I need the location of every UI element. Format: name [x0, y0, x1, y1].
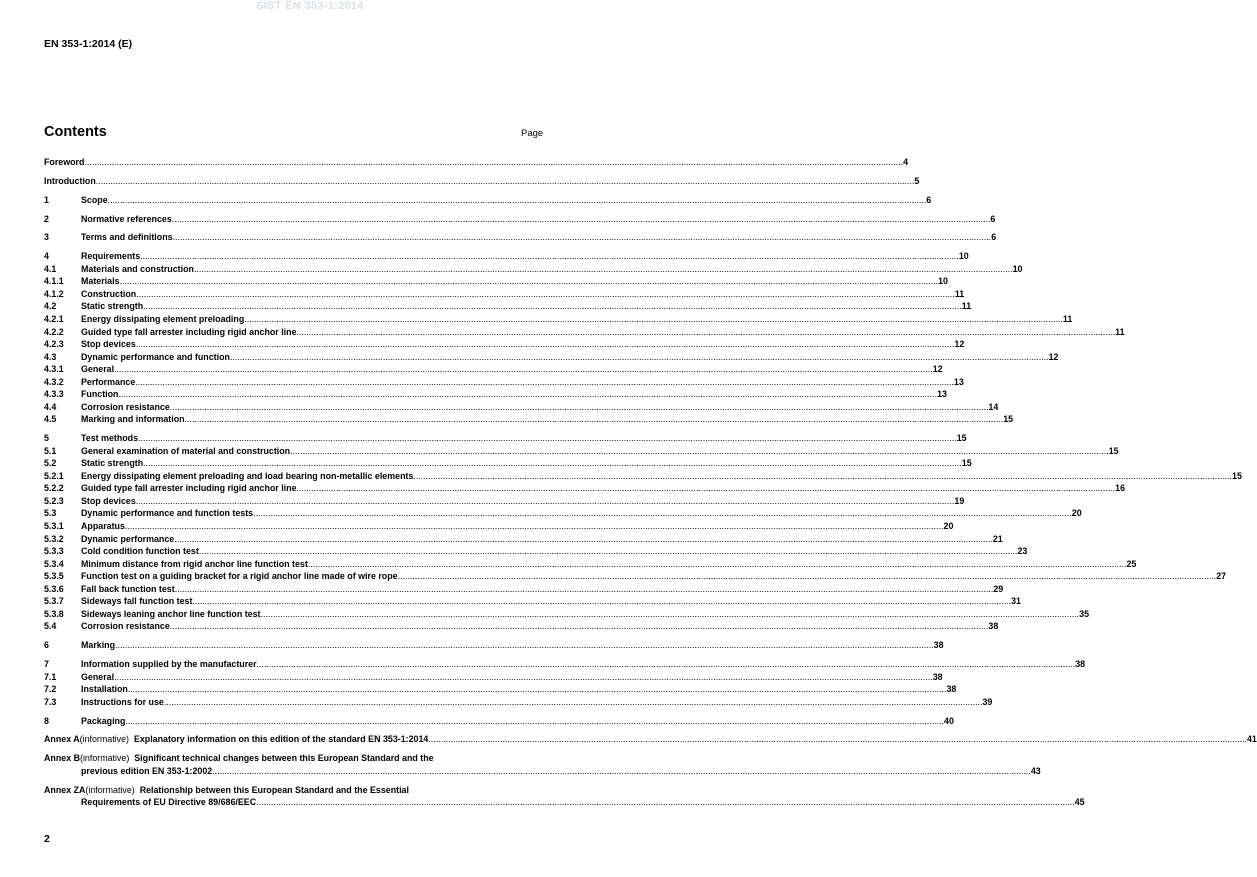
- toc-entry-page: 31: [1011, 596, 1021, 607]
- toc-entry-title: Materials: [81, 276, 120, 287]
- toc-entry-page: 38: [946, 684, 957, 695]
- toc-entry[interactable]: [44, 659, 1086, 672]
- toc-entry-title: Static strength: [81, 301, 144, 312]
- toc-leader-dots: [136, 496, 955, 506]
- annex-page: 45: [1074, 797, 1085, 808]
- toc-entry[interactable]: [44, 640, 944, 653]
- toc-entry-title: Minimum distance from rigid anchor line function test: [81, 558, 308, 569]
- toc-entry-title: Energy dissipating element preloading and load bearing non-metallic elements: [81, 470, 414, 481]
- page-column-label: Page: [521, 128, 544, 139]
- toc-leader-dots: [428, 734, 1247, 744]
- toc-entry-page: 15: [961, 458, 972, 469]
- toc-entry-page: 40: [944, 715, 954, 726]
- toc-leader-dots: [170, 621, 989, 631]
- toc-leader-dots: [170, 402, 989, 412]
- toc-leader-dots: [174, 534, 993, 544]
- toc-entry-number: 4.3.2: [44, 376, 64, 387]
- toc-entry[interactable]: [44, 571, 1227, 584]
- annex-label: Annex A: [44, 734, 80, 745]
- toc-entry-title: Sideways leaning anchor line function test: [81, 608, 261, 619]
- toc-entry-title: Function test on a guiding bracket for a rigid anchor line made of wire rope: [81, 571, 398, 582]
- toc-entry-title: Sideways fall function test: [81, 596, 193, 607]
- toc-entry-number: 5.2: [44, 458, 57, 469]
- annex-informative-tag: (informative): [80, 753, 130, 764]
- toc-leader-dots: [308, 559, 1127, 569]
- toc-entry-page: 6: [990, 213, 996, 224]
- toc-entry-title: Marking and information: [81, 414, 185, 425]
- toc-entry-title: Construction: [81, 288, 137, 299]
- toc-entry-page: 20: [943, 521, 954, 531]
- toc-entry-number: 5.3.5: [44, 571, 64, 582]
- toc-entry-page: 4: [903, 157, 909, 167]
- toc-entry-page: 35: [1079, 608, 1090, 619]
- toc-leader-dots: [290, 446, 1109, 456]
- toc-entry-title: Corrosion resistance: [81, 401, 170, 412]
- table-of-contents: [44, 157, 1257, 810]
- toc-entry[interactable]: [44, 232, 997, 245]
- annex-label: Annex ZA: [44, 784, 86, 795]
- annex-title-continued: previous edition EN 353-1:2002: [81, 765, 213, 776]
- toc-entry[interactable]: [44, 558, 1137, 572]
- toc-entry-page: 14: [988, 401, 999, 412]
- toc-entry[interactable]: [44, 288, 965, 302]
- toc-entry-title: Marking: [81, 640, 116, 651]
- toc-entry-page: 38: [932, 671, 943, 682]
- toc-entry-title: Information supplied by the manufacturer: [81, 659, 257, 670]
- toc-entry-title: Function: [81, 389, 119, 400]
- toc-leader-dots: [96, 176, 915, 186]
- toc-entry-page: 27: [1216, 571, 1227, 582]
- annex-informative-tag: (informative): [85, 784, 135, 795]
- toc-entry[interactable]: [44, 495, 965, 509]
- toc-entry[interactable]: [44, 546, 1028, 559]
- toc-entry-title: General: [81, 671, 115, 682]
- toc-entry-page: 15: [1232, 470, 1242, 481]
- toc-entry-number: 4.5: [44, 414, 57, 425]
- toc-annex-entry[interactable]: [44, 784, 1085, 810]
- toc-leader-dots: [192, 596, 1011, 606]
- toc-entry[interactable]: [44, 326, 1125, 340]
- toc-entry[interactable]: [44, 194, 932, 208]
- toc-entry-page: 11: [1062, 313, 1073, 324]
- page-title: Contents: [44, 124, 107, 140]
- toc-leader-dots: [297, 327, 1116, 337]
- toc-entry[interactable]: [44, 263, 1023, 277]
- toc-leader-dots: [297, 483, 1116, 493]
- toc-leader-dots: [173, 232, 992, 242]
- toc-entry[interactable]: [44, 433, 967, 446]
- toc-entry-number: 7: [44, 659, 49, 670]
- toc-leader-dots: [199, 546, 1018, 556]
- toc-entry-page: 10: [1012, 263, 1023, 274]
- toc-entry-page: 38: [988, 621, 999, 632]
- toc-entry-page: 38: [1075, 659, 1086, 670]
- annex-title: Explanatory information on this edition of the standard EN 353-1:2014: [133, 734, 429, 745]
- toc-entry[interactable]: [44, 175, 920, 189]
- toc-entry-number: 5.3.7: [44, 596, 64, 607]
- toc-leader-dots: [398, 571, 1217, 581]
- toc-entry-number: 5: [44, 433, 49, 444]
- toc-entry-number: 5.3.3: [44, 546, 64, 557]
- toc-entry-page: 39: [982, 696, 993, 707]
- annex-page: 43: [1030, 765, 1041, 776]
- toc-entry[interactable]: [44, 715, 954, 729]
- toc-entry-number: 2: [44, 213, 49, 224]
- toc-entry-page: 29: [993, 583, 1004, 594]
- toc-leader-dots: [212, 766, 1031, 776]
- toc-entry-number: 5.3.4: [44, 558, 64, 569]
- toc-leader-dots: [84, 157, 903, 167]
- toc-entry-title: Requirements: [81, 251, 141, 262]
- toc-entry-page: 10: [938, 276, 948, 287]
- toc-entry-title: Foreword: [44, 157, 85, 167]
- toc-entry-title: Static strength: [81, 458, 144, 469]
- toc-entry-number: 4.2.3: [44, 339, 64, 350]
- toc-leader-dots: [143, 458, 962, 468]
- toc-entry-number: 4.1.2: [44, 288, 64, 299]
- toc-entry-page: 11: [954, 288, 965, 299]
- toc-entry[interactable]: [44, 339, 965, 352]
- toc-entry-title: Materials and construction: [81, 263, 194, 274]
- toc-entry-title: Installation: [81, 684, 128, 695]
- toc-entry[interactable]: [44, 470, 1242, 484]
- toc-leader-dots: [119, 276, 938, 286]
- toc-entry-title: Corrosion resistance: [81, 621, 170, 632]
- toc-entry-title: Fall back function test: [81, 583, 175, 594]
- toc-leader-dots: [413, 471, 1232, 481]
- toc-leader-dots: [108, 195, 927, 205]
- toc-entry[interactable]: [44, 364, 943, 377]
- toc-entry-page: 38: [933, 640, 944, 651]
- toc-entry-title: General: [81, 364, 115, 375]
- toc-entry-title: Guided type fall arrester including rigid anchor line: [81, 326, 297, 337]
- toc-entry-title: General examination of material and construction: [81, 445, 291, 456]
- toc-entry[interactable]: [44, 157, 909, 170]
- toc-entry-page: 6: [991, 232, 997, 243]
- watermark: SIST EN 353-1:2014: [256, 0, 364, 12]
- toc-entry-page: 12: [954, 339, 965, 350]
- toc-entry-number: 4.2: [44, 301, 57, 312]
- toc-entry-title: Instructions for use: [81, 696, 164, 707]
- toc-leader-dots: [114, 364, 933, 374]
- toc-entry-number: 5.1: [44, 445, 57, 456]
- toc-entry[interactable]: [44, 389, 947, 402]
- toc-entry-page: 10: [958, 251, 969, 262]
- toc-leader-dots: [257, 659, 1076, 669]
- toc-entry-number: 7.3: [44, 696, 57, 707]
- toc-entry-title: Stop devices: [81, 339, 136, 350]
- toc-entry-number: 4.3.1: [44, 364, 64, 375]
- toc-entry-number: 4.2.2: [44, 326, 64, 337]
- annex-title-continued: Requirements of EU Directive 89/686/EEC: [81, 797, 257, 808]
- toc-entry-number: 4.1: [44, 263, 57, 274]
- toc-entry-title: Test methods: [81, 433, 139, 444]
- toc-leader-dots: [194, 264, 1013, 274]
- toc-entry-number: 4.4: [44, 401, 57, 412]
- toc-entry-page: 15: [956, 433, 967, 444]
- annex-title: Relationship between this European Standard and the Essential: [139, 784, 409, 795]
- toc-entry[interactable]: [44, 301, 972, 314]
- toc-entry-number: 4: [44, 251, 49, 262]
- toc-entry-number: 4.3: [44, 351, 57, 362]
- toc-entry-page: 15: [1003, 414, 1014, 425]
- toc-entry-page: 5: [914, 175, 920, 186]
- toc-entry-number: 1: [44, 194, 49, 205]
- toc-leader-dots: [138, 433, 957, 443]
- toc-entry-page: 13: [937, 389, 947, 400]
- toc-entry[interactable]: [44, 313, 1073, 327]
- toc-entry-page: 11: [961, 301, 972, 312]
- toc-entry-title: Terms and definitions: [81, 232, 173, 243]
- toc-entry[interactable]: [44, 621, 999, 634]
- toc-leader-dots: [114, 672, 933, 682]
- toc-entry[interactable]: [44, 213, 996, 227]
- toc-entry-number: 8: [44, 715, 49, 726]
- toc-entry-number: 5.2.1: [44, 470, 64, 481]
- toc-entry[interactable]: [44, 351, 1059, 365]
- toc-entry[interactable]: [44, 445, 1119, 459]
- toc-leader-dots: [135, 377, 954, 387]
- toc-entry-title: Performance: [81, 376, 136, 387]
- toc-entry[interactable]: [44, 401, 999, 415]
- toc-entry[interactable]: [44, 521, 954, 534]
- toc-entry-title: Apparatus: [81, 521, 125, 531]
- toc-entry[interactable]: [44, 508, 1082, 521]
- toc-entry-number: 5.2.3: [44, 495, 64, 506]
- toc-entry-title: Cold condition function test: [81, 546, 199, 557]
- toc-entry-number: 5.4: [44, 621, 57, 632]
- toc-entry-page: 25: [1126, 558, 1137, 569]
- toc-entry-title: Introduction: [44, 175, 96, 186]
- toc-entry[interactable]: [44, 671, 943, 685]
- toc-leader-dots: [164, 697, 983, 707]
- toc-entry[interactable]: [44, 583, 1004, 597]
- document-header: EN 353-1:2014 (E): [44, 38, 133, 50]
- annex-informative-tag: (informative): [79, 734, 129, 745]
- toc-entry[interactable]: [44, 696, 993, 710]
- toc-entry-title: Normative references: [81, 213, 172, 224]
- toc-entry-number: 5.2.2: [44, 483, 64, 494]
- toc-entry-page: 16: [1115, 483, 1126, 494]
- toc-entry-page: 19: [954, 495, 965, 506]
- page-number: 2: [44, 833, 50, 845]
- toc-entry-number: 4.2.1: [44, 313, 64, 324]
- toc-leader-dots: [115, 640, 934, 650]
- toc-entry-title: Dynamic performance: [81, 533, 175, 544]
- toc-leader-dots: [230, 352, 1049, 362]
- toc-entry[interactable]: [44, 608, 1090, 622]
- toc-entry-title: Scope: [81, 194, 108, 205]
- toc-entry-number: 5.3.6: [44, 583, 64, 594]
- toc-entry-title: Packaging: [81, 715, 126, 726]
- toc-entry-page: 20: [1071, 508, 1082, 519]
- toc-entry[interactable]: [44, 376, 964, 390]
- toc-leader-dots: [136, 289, 955, 299]
- toc-entry-page: 6: [926, 194, 932, 205]
- toc-entry[interactable]: [44, 276, 948, 289]
- toc-entry-title: Guided type fall arrester including rigid anchor line: [81, 483, 297, 494]
- toc-entry[interactable]: [44, 414, 1014, 427]
- toc-entry-number: 5.3.1: [44, 521, 64, 531]
- toc-entry-number: 7.1: [44, 671, 57, 682]
- toc-entry-page: 12: [932, 364, 943, 375]
- toc-entry-number: 7.2: [44, 684, 57, 695]
- toc-leader-dots: [261, 609, 1080, 619]
- annex-title: Significant technical changes between this European Standard and the: [134, 753, 434, 764]
- toc-entry-page: 12: [1048, 351, 1059, 362]
- toc-entry-number: 5.3.2: [44, 533, 64, 544]
- toc-annex-entry[interactable]: [44, 753, 1041, 778]
- toc-entry-title: Dynamic performance and function: [81, 351, 230, 362]
- toc-leader-dots: [118, 389, 937, 399]
- toc-entry-page: 13: [953, 376, 964, 387]
- toc-entry-page: 11: [1115, 326, 1125, 337]
- toc-entry-page: 21: [992, 533, 1003, 544]
- toc-entry-number: 5.3: [44, 508, 57, 519]
- toc-entry-title: Stop devices: [81, 495, 136, 506]
- toc-entry-title: Dynamic performance and function tests: [81, 508, 254, 519]
- toc-entry[interactable]: [44, 251, 969, 264]
- toc-leader-dots: [140, 251, 959, 261]
- toc-entry-page: 15: [1108, 445, 1119, 456]
- toc-entry-number: 4.3.3: [44, 389, 64, 400]
- toc-entry-number: 4.1.1: [44, 276, 64, 287]
- toc-entry[interactable]: [44, 458, 972, 471]
- annex-label: Annex B: [44, 753, 80, 764]
- toc-entry[interactable]: [44, 684, 957, 697]
- toc-entry-number: 6: [44, 640, 49, 651]
- toc-entry-number: 3: [44, 232, 49, 243]
- toc-leader-dots: [185, 414, 1004, 424]
- toc-entry[interactable]: [44, 533, 1003, 547]
- toc-annex-entry[interactable]: [44, 734, 1257, 747]
- toc-leader-dots: [136, 339, 955, 349]
- toc-entry[interactable]: [44, 483, 1126, 496]
- toc-entry-page: 23: [1017, 546, 1028, 557]
- toc-leader-dots: [128, 684, 947, 694]
- toc-leader-dots: [172, 214, 991, 224]
- toc-leader-dots: [125, 521, 944, 531]
- toc-leader-dots: [256, 797, 1075, 807]
- toc-entry-title: Energy dissipating element preloading: [81, 313, 245, 324]
- toc-entry[interactable]: [44, 596, 1021, 609]
- toc-leader-dots: [175, 584, 994, 594]
- annex-page: 41: [1246, 734, 1257, 745]
- toc-leader-dots: [143, 301, 962, 311]
- toc-entry-number: 5.3.8: [44, 608, 64, 619]
- toc-leader-dots: [125, 716, 944, 726]
- toc-leader-dots: [253, 508, 1072, 518]
- toc-leader-dots: [244, 314, 1063, 324]
